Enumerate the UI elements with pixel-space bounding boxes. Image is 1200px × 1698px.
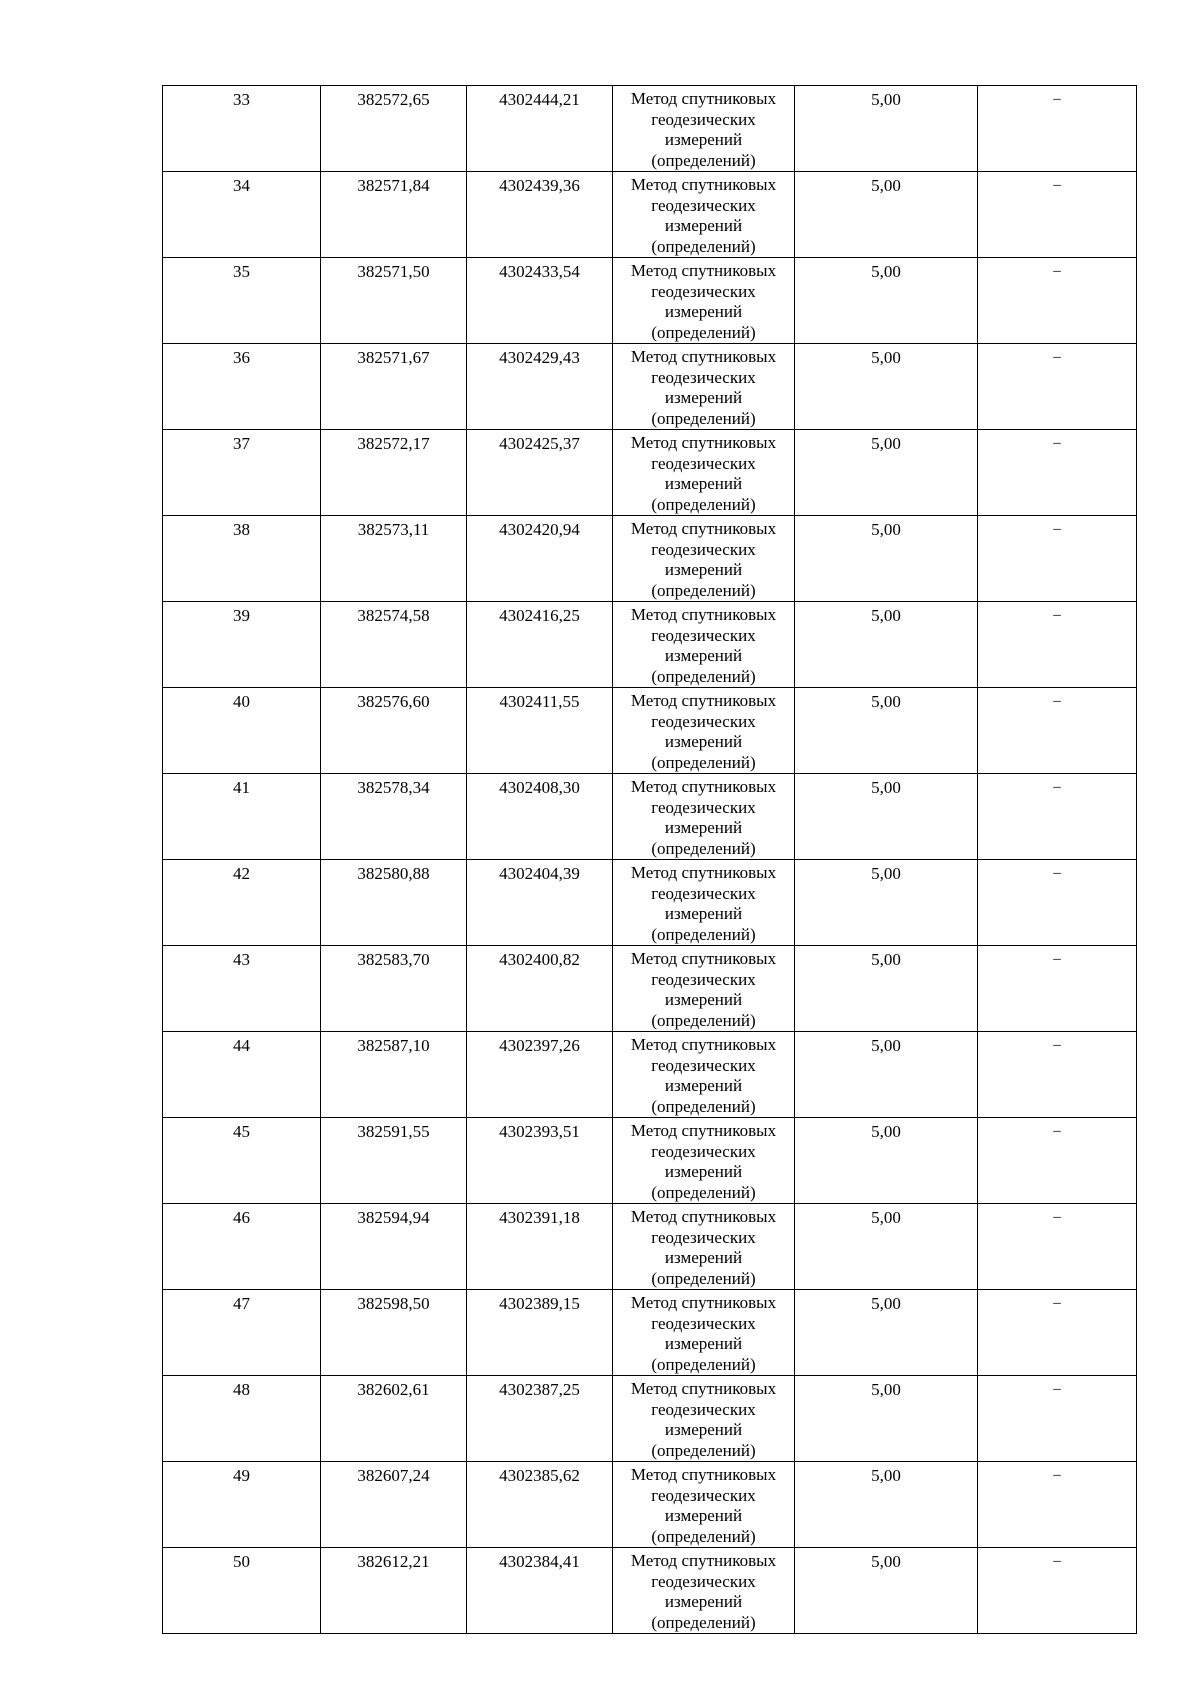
- point-number-cell: 49: [163, 1462, 321, 1548]
- method-cell: Метод спутниковых геодезических измерений (определений): [613, 430, 795, 516]
- y-coordinate-cell: 4302387,25: [467, 1376, 613, 1462]
- accuracy-cell: 5,00: [795, 946, 978, 1032]
- point-number-cell: 36: [163, 344, 321, 430]
- table-row: [163, 860, 1137, 946]
- y-coordinate-cell: 4302444,21: [467, 86, 613, 172]
- table-row: [163, 1204, 1137, 1290]
- x-coordinate-cell: 382612,21: [321, 1548, 467, 1634]
- table-row: [163, 1462, 1137, 1548]
- point-number-cell: 37: [163, 430, 321, 516]
- y-coordinate-cell: 4302397,26: [467, 1032, 613, 1118]
- accuracy-cell: 5,00: [795, 1290, 978, 1376]
- x-coordinate-cell: 382598,50: [321, 1290, 467, 1376]
- method-cell: Метод спутниковых геодезических измерений (определений): [613, 1204, 795, 1290]
- method-cell: Метод спутниковых геодезических измерений (определений): [613, 1548, 795, 1634]
- accuracy-cell: 5,00: [795, 430, 978, 516]
- method-cell: Метод спутниковых геодезических измерений (определений): [613, 1118, 795, 1204]
- table-row: [163, 430, 1137, 516]
- x-coordinate-cell: 382602,61: [321, 1376, 467, 1462]
- note-cell: –: [978, 1376, 1137, 1462]
- table-row: [163, 172, 1137, 258]
- y-coordinate-cell: 4302389,15: [467, 1290, 613, 1376]
- accuracy-cell: 5,00: [795, 516, 978, 602]
- table-row: [163, 86, 1137, 172]
- point-number-cell: 33: [163, 86, 321, 172]
- table-row: [163, 1290, 1137, 1376]
- y-coordinate-cell: 4302384,41: [467, 1548, 613, 1634]
- x-coordinate-cell: 382572,17: [321, 430, 467, 516]
- table-row: [163, 516, 1137, 602]
- x-coordinate-cell: 382607,24: [321, 1462, 467, 1548]
- accuracy-cell: 5,00: [795, 172, 978, 258]
- accuracy-cell: 5,00: [795, 1462, 978, 1548]
- x-coordinate-cell: 382583,70: [321, 946, 467, 1032]
- y-coordinate-cell: 4302433,54: [467, 258, 613, 344]
- y-coordinate-cell: 4302420,94: [467, 516, 613, 602]
- x-coordinate-cell: 382576,60: [321, 688, 467, 774]
- accuracy-cell: 5,00: [795, 1376, 978, 1462]
- note-cell: –: [978, 602, 1137, 688]
- method-cell: Метод спутниковых геодезических измерений (определений): [613, 860, 795, 946]
- note-cell: –: [978, 774, 1137, 860]
- y-coordinate-cell: 4302439,36: [467, 172, 613, 258]
- x-coordinate-cell: 382571,50: [321, 258, 467, 344]
- table-row: [163, 1376, 1137, 1462]
- x-coordinate-cell: 382571,67: [321, 344, 467, 430]
- table-row: [163, 688, 1137, 774]
- x-coordinate-cell: 382572,65: [321, 86, 467, 172]
- y-coordinate-cell: 4302416,25: [467, 602, 613, 688]
- accuracy-cell: 5,00: [795, 1032, 978, 1118]
- table-row: [163, 1548, 1137, 1634]
- note-cell: –: [978, 1118, 1137, 1204]
- coordinates-table-body: [163, 86, 1137, 1634]
- x-coordinate-cell: 382571,84: [321, 172, 467, 258]
- method-cell: Метод спутниковых геодезических измерений (определений): [613, 516, 795, 602]
- note-cell: –: [978, 1290, 1137, 1376]
- note-cell: –: [978, 1548, 1137, 1634]
- method-cell: Метод спутниковых геодезических измерений (определений): [613, 258, 795, 344]
- point-number-cell: 38: [163, 516, 321, 602]
- point-number-cell: 39: [163, 602, 321, 688]
- table-row: [163, 946, 1137, 1032]
- x-coordinate-cell: 382587,10: [321, 1032, 467, 1118]
- accuracy-cell: 5,00: [795, 86, 978, 172]
- note-cell: –: [978, 1204, 1137, 1290]
- point-number-cell: 47: [163, 1290, 321, 1376]
- accuracy-cell: 5,00: [795, 258, 978, 344]
- note-cell: –: [978, 1462, 1137, 1548]
- note-cell: –: [978, 430, 1137, 516]
- note-cell: –: [978, 258, 1137, 344]
- x-coordinate-cell: 382574,58: [321, 602, 467, 688]
- note-cell: –: [978, 946, 1137, 1032]
- y-coordinate-cell: 4302425,37: [467, 430, 613, 516]
- y-coordinate-cell: 4302404,39: [467, 860, 613, 946]
- y-coordinate-cell: 4302385,62: [467, 1462, 613, 1548]
- y-coordinate-cell: 4302429,43: [467, 344, 613, 430]
- x-coordinate-cell: 382594,94: [321, 1204, 467, 1290]
- method-cell: Метод спутниковых геодезических измерений (определений): [613, 774, 795, 860]
- accuracy-cell: 5,00: [795, 1118, 978, 1204]
- point-number-cell: 45: [163, 1118, 321, 1204]
- y-coordinate-cell: 4302400,82: [467, 946, 613, 1032]
- accuracy-cell: 5,00: [795, 860, 978, 946]
- point-number-cell: 50: [163, 1548, 321, 1634]
- point-number-cell: 40: [163, 688, 321, 774]
- y-coordinate-cell: 4302393,51: [467, 1118, 613, 1204]
- method-cell: Метод спутниковых геодезических измерений (определений): [613, 1032, 795, 1118]
- accuracy-cell: 5,00: [795, 688, 978, 774]
- x-coordinate-cell: 382580,88: [321, 860, 467, 946]
- x-coordinate-cell: 382573,11: [321, 516, 467, 602]
- point-number-cell: 41: [163, 774, 321, 860]
- accuracy-cell: 5,00: [795, 1204, 978, 1290]
- table-row: [163, 344, 1137, 430]
- note-cell: –: [978, 860, 1137, 946]
- y-coordinate-cell: 4302408,30: [467, 774, 613, 860]
- point-number-cell: 44: [163, 1032, 321, 1118]
- table-row: [163, 602, 1137, 688]
- point-number-cell: 48: [163, 1376, 321, 1462]
- accuracy-cell: 5,00: [795, 1548, 978, 1634]
- point-number-cell: 43: [163, 946, 321, 1032]
- table-row: [163, 258, 1137, 344]
- table-row: [163, 1118, 1137, 1204]
- point-number-cell: 35: [163, 258, 321, 344]
- note-cell: –: [978, 516, 1137, 602]
- note-cell: –: [978, 688, 1137, 774]
- accuracy-cell: 5,00: [795, 344, 978, 430]
- y-coordinate-cell: 4302411,55: [467, 688, 613, 774]
- x-coordinate-cell: 382578,34: [321, 774, 467, 860]
- method-cell: Метод спутниковых геодезических измерений (определений): [613, 602, 795, 688]
- point-number-cell: 34: [163, 172, 321, 258]
- y-coordinate-cell: 4302391,18: [467, 1204, 613, 1290]
- accuracy-cell: 5,00: [795, 774, 978, 860]
- method-cell: Метод спутниковых геодезических измерений (определений): [613, 172, 795, 258]
- method-cell: Метод спутниковых геодезических измерений (определений): [613, 688, 795, 774]
- table-row: [163, 774, 1137, 860]
- note-cell: –: [978, 1032, 1137, 1118]
- note-cell: –: [978, 86, 1137, 172]
- method-cell: Метод спутниковых геодезических измерений (определений): [613, 344, 795, 430]
- table-row: [163, 1032, 1137, 1118]
- method-cell: Метод спутниковых геодезических измерений (определений): [613, 86, 795, 172]
- method-cell: Метод спутниковых геодезических измерений (определений): [613, 946, 795, 1032]
- method-cell: Метод спутниковых геодезических измерений (определений): [613, 1462, 795, 1548]
- note-cell: –: [978, 172, 1137, 258]
- method-cell: Метод спутниковых геодезических измерений (определений): [613, 1376, 795, 1462]
- x-coordinate-cell: 382591,55: [321, 1118, 467, 1204]
- note-cell: –: [978, 344, 1137, 430]
- coordinates-table: [162, 85, 1137, 1634]
- accuracy-cell: 5,00: [795, 602, 978, 688]
- method-cell: Метод спутниковых геодезических измерений (определений): [613, 1290, 795, 1376]
- point-number-cell: 42: [163, 860, 321, 946]
- point-number-cell: 46: [163, 1204, 321, 1290]
